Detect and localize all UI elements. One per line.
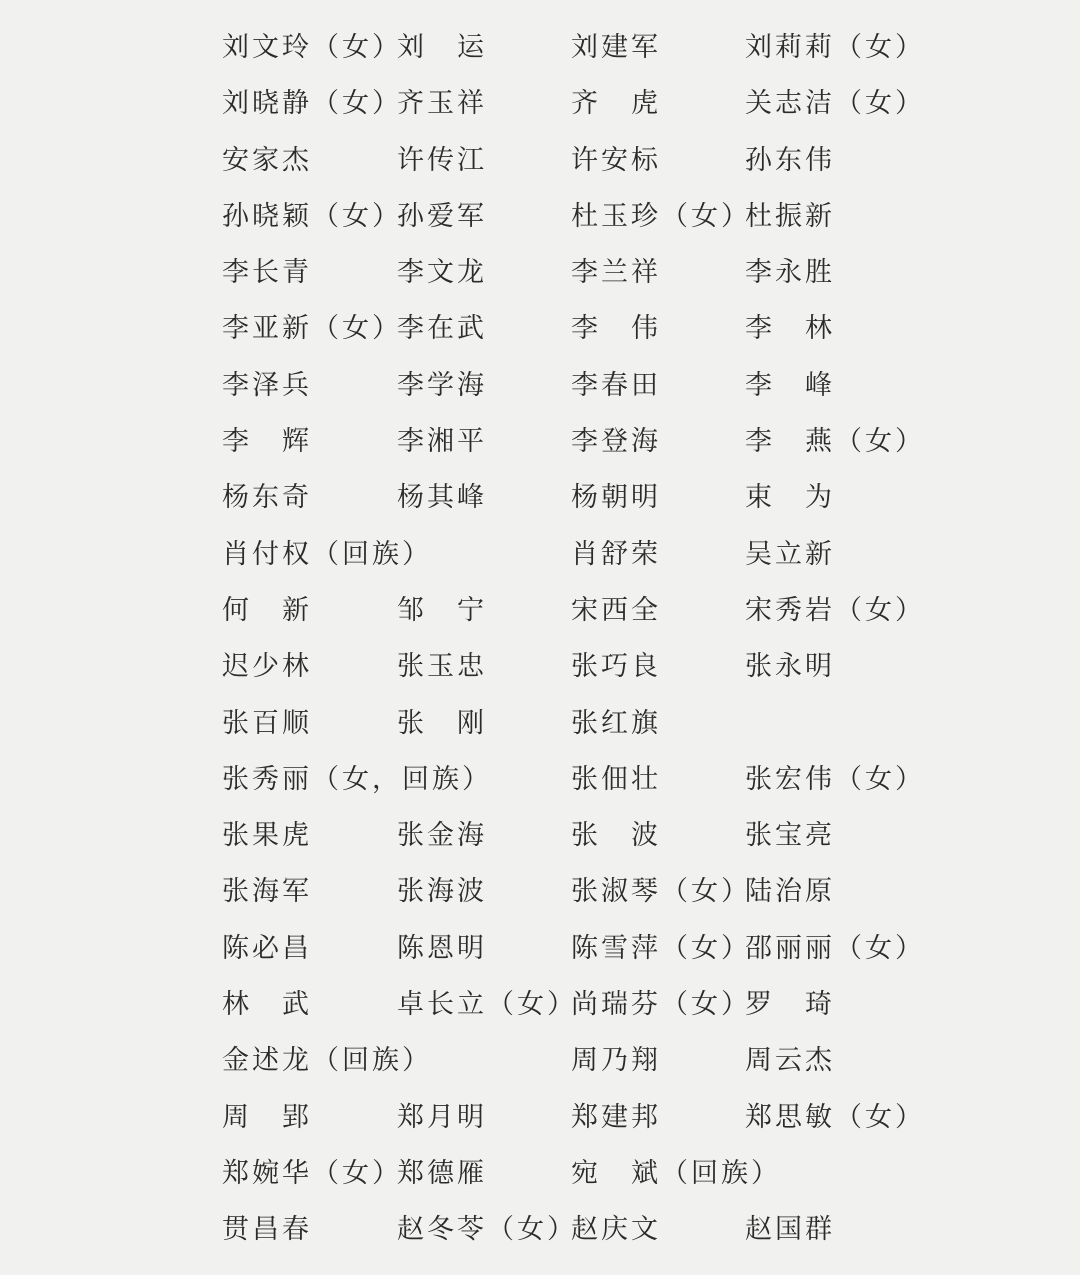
name-entry: 许安标 <box>571 144 661 176</box>
name-entry: 杨朝明 <box>571 482 661 514</box>
name-entry: 金述龙（回族） <box>222 1045 432 1077</box>
name-entry: 杜振新 <box>745 200 835 232</box>
name-entry: 宋秀岩（女） <box>745 594 925 626</box>
name-entry: 张佃壮 <box>571 763 661 795</box>
name-entry: 邹 宁 <box>397 594 487 626</box>
name-entry: 张 波 <box>571 820 661 852</box>
name-entry: 张红旗 <box>571 707 661 739</box>
name-entry: 陆治原 <box>745 876 835 908</box>
name-entry: 杨东奇 <box>222 482 312 514</box>
name-entry: 贯昌春 <box>222 1214 312 1246</box>
name-entry: 陈恩明 <box>397 932 487 964</box>
name-entry: 安家杰 <box>222 144 312 176</box>
name-row <box>0 358 1080 414</box>
name-row <box>0 977 1080 1033</box>
name-entry: 孙爱军 <box>397 200 487 232</box>
name-row <box>0 864 1080 920</box>
name-entry: 杜玉珍（女） <box>571 200 751 232</box>
name-entry: 张 刚 <box>397 707 487 739</box>
name-entry: 许传江 <box>397 144 487 176</box>
name-entry: 赵冬苓（女） <box>397 1214 577 1246</box>
name-list <box>0 20 1080 1259</box>
name-row <box>0 245 1080 301</box>
name-entry: 刘 运 <box>397 32 487 63</box>
name-entry: 张秀丽（女，回族） <box>222 763 492 795</box>
name-entry: 张海军 <box>222 876 312 908</box>
name-entry: 张金海 <box>397 820 487 852</box>
name-entry: 尚瑞芬（女） <box>571 989 751 1021</box>
name-entry: 郑思敏（女） <box>745 1101 925 1133</box>
name-entry: 邵丽丽（女） <box>745 932 925 964</box>
name-row <box>0 76 1080 132</box>
name-entry: 吴立新 <box>745 538 835 570</box>
name-entry: 陈必昌 <box>222 932 312 964</box>
name-entry: 孙晓颖（女） <box>222 200 402 232</box>
name-row <box>0 1090 1080 1146</box>
name-entry: 李长青 <box>222 257 312 289</box>
name-entry: 李永胜 <box>745 257 835 289</box>
name-entry: 李 林 <box>745 313 835 345</box>
name-entry: 林 武 <box>222 989 312 1021</box>
name-entry: 罗 琦 <box>745 989 835 1021</box>
name-entry: 齐玉祥 <box>397 88 487 120</box>
name-entry: 张巧良 <box>571 651 661 683</box>
name-entry: 李亚新（女） <box>222 313 402 345</box>
name-entry: 张永明 <box>745 651 835 683</box>
name-entry: 刘晓静（女） <box>222 88 402 120</box>
name-entry: 何 新 <box>222 594 312 626</box>
name-entry: 杨其峰 <box>397 482 487 514</box>
name-row <box>0 301 1080 357</box>
name-row <box>0 639 1080 695</box>
name-entry: 刘文玲（女） <box>222 32 402 63</box>
name-entry: 郑建邦 <box>571 1101 661 1133</box>
name-entry: 肖舒荣 <box>571 538 661 570</box>
name-entry: 李 峰 <box>745 369 835 401</box>
name-row <box>0 470 1080 526</box>
name-row <box>0 583 1080 639</box>
name-row <box>0 133 1080 189</box>
name-entry: 周乃翔 <box>571 1045 661 1077</box>
name-row <box>0 20 1080 76</box>
name-entry: 孙东伟 <box>745 144 835 176</box>
name-row <box>0 527 1080 583</box>
name-entry: 束 为 <box>745 482 835 514</box>
name-entry: 肖付权（回族） <box>222 538 432 570</box>
name-entry: 赵国群 <box>745 1214 835 1246</box>
name-entry: 周 郢 <box>222 1101 312 1133</box>
name-entry: 卓长立（女） <box>397 989 577 1021</box>
name-entry: 陈雪萍（女） <box>571 932 751 964</box>
name-entry: 刘建军 <box>571 32 661 63</box>
name-entry: 宋西全 <box>571 594 661 626</box>
name-row <box>0 189 1080 245</box>
name-row <box>0 1146 1080 1202</box>
name-entry: 赵庆文 <box>571 1214 661 1246</box>
name-entry: 刘莉莉（女） <box>745 32 925 63</box>
name-entry: 张果虎 <box>222 820 312 852</box>
name-entry: 郑德雁 <box>397 1157 487 1189</box>
name-entry: 张淑琴（女） <box>571 876 751 908</box>
name-entry: 李登海 <box>571 426 661 458</box>
name-entry: 张宏伟（女） <box>745 763 925 795</box>
name-entry: 张百顺 <box>222 707 312 739</box>
name-row <box>0 808 1080 864</box>
name-entry: 李文龙 <box>397 257 487 289</box>
name-entry: 郑婉华（女） <box>222 1157 402 1189</box>
name-row <box>0 1033 1080 1089</box>
name-entry: 李春田 <box>571 369 661 401</box>
name-entry: 张海波 <box>397 876 487 908</box>
name-entry: 齐 虎 <box>571 88 661 120</box>
name-entry: 李湘平 <box>397 426 487 458</box>
name-entry: 周云杰 <box>745 1045 835 1077</box>
name-entry: 张玉忠 <box>397 651 487 683</box>
name-row <box>0 921 1080 977</box>
name-entry: 郑月明 <box>397 1101 487 1133</box>
name-row <box>0 1202 1080 1258</box>
name-entry: 宛 斌（回族） <box>571 1157 781 1189</box>
name-entry: 迟少林 <box>222 651 312 683</box>
name-entry: 张宝亮 <box>745 820 835 852</box>
name-entry: 李泽兵 <box>222 369 312 401</box>
name-entry: 李兰祥 <box>571 257 661 289</box>
name-entry: 李学海 <box>397 369 487 401</box>
name-entry: 李 伟 <box>571 313 661 345</box>
name-entry: 李在武 <box>397 313 487 345</box>
name-entry: 关志洁（女） <box>745 88 925 120</box>
name-row <box>0 696 1080 752</box>
name-row <box>0 414 1080 470</box>
name-row <box>0 752 1080 808</box>
name-entry: 李 燕（女） <box>745 426 925 458</box>
name-entry: 李 辉 <box>222 426 312 458</box>
